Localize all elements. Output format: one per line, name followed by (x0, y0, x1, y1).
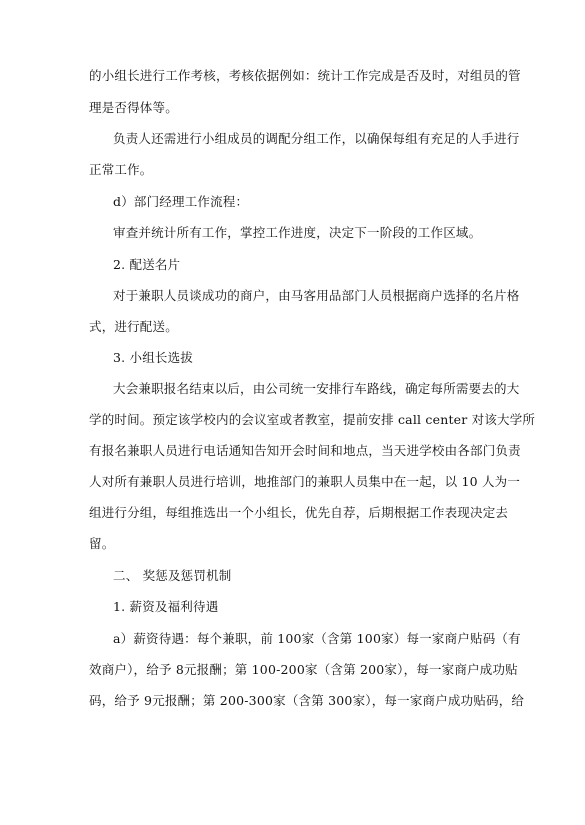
heading-rewards-and-penalties: 二、 奖惩及惩罚机制 (113, 568, 232, 583)
heading-department-manager-process: d）部门经理工作流程： (113, 194, 249, 209)
text-line-training: 人对所有兼职人员进行培训，地推部门的兼职人员集中在一起，以 10 人为一 (89, 474, 521, 489)
text-line-continued-assessment: 的小组长进行工作考核，考核依据例如：统计工作完成是否及时，对组员的管 (89, 68, 521, 83)
text-line-management-end: 理是否得体等。 (89, 100, 178, 115)
text-line-phone-notice: 有报名兼职人员进行电话通知告知开会时间和地点，当天进学校由各部门负责 (89, 443, 521, 458)
heading-salary-and-benefits: 1. 薪资及福利待遇 (113, 599, 219, 614)
text-line-group-leader: 组进行分组，每组推选出一个小组长，优先自荐，后期根据工作表现决定去 (89, 505, 509, 520)
text-line-registration-end: 大会兼职报名结束以后，由公司统一安排行车路线，确定每所需要去的大 (113, 381, 520, 396)
text-line-normal-work: 正常工作。 (89, 162, 153, 177)
text-line-salary-tier-two: 码，给予 9元报酬；第 200-300家（含第 300家），每一家商户成功贴码，给 (89, 693, 525, 708)
text-line-merchant-cards: 对于兼职人员谈成功的商户，由马客用品部门人员根据商户选择的名片格 (113, 288, 520, 303)
heading-deliver-cards: 2. 配送名片 (113, 257, 181, 272)
text-line-salary-start: a）薪资待遇：每个兼职，前 100家（含第 100家）每一家商户贴码（有 (113, 631, 521, 646)
text-line-retention: 留。 (89, 536, 115, 551)
text-line-team-allocation: 负责人还需进行小组成员的调配分组工作，以确保每组有充足的人手进行 (113, 131, 520, 146)
text-line-delivery: 式，进行配送。 (89, 319, 178, 334)
text-line-salary-tier-one: 效商户），给予 8元报酬；第 100-200家（含第 200家），每一家商户成功贴 (89, 662, 518, 677)
text-line-review-work: 审查并统计所有工作，掌控工作进度，决定下一阶段的工作区域。 (113, 225, 482, 240)
heading-team-leader-selection: 3. 小组长选拔 (113, 350, 193, 365)
text-line-school-time: 学的时间。预定该学校内的会议室或者教室，提前安排 call center 对该大学所 (89, 412, 536, 427)
